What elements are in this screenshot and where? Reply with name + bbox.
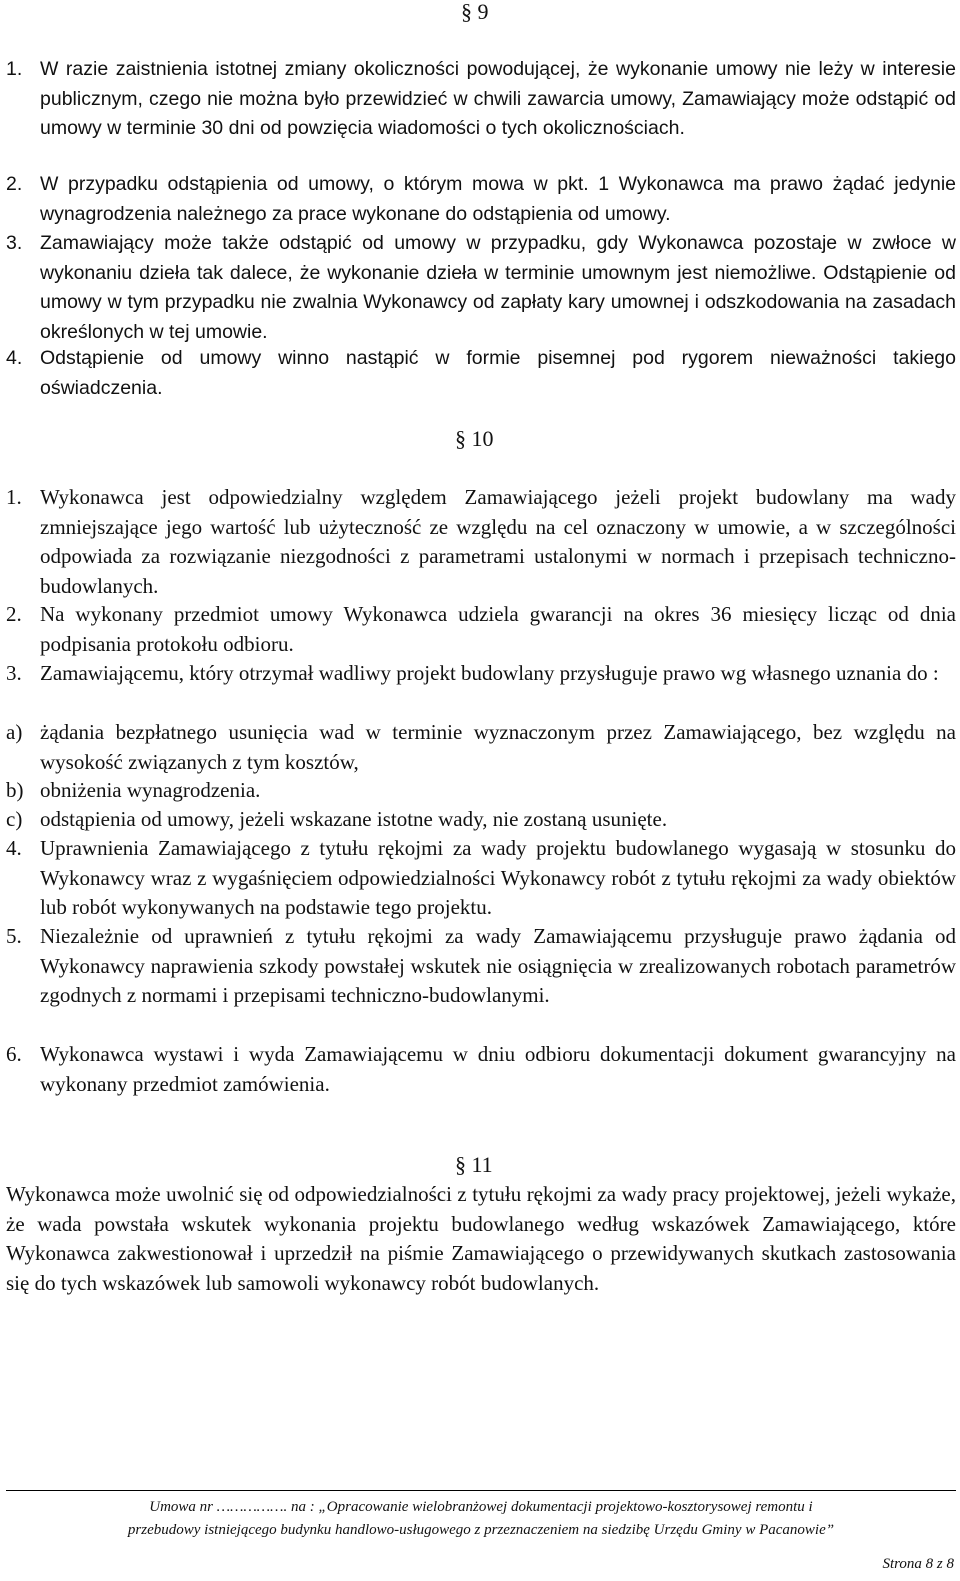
list-item: [6, 922, 956, 1011]
section-heading-11: § 11: [455, 1152, 493, 1177]
list-item: [6, 659, 956, 689]
item-text: Wykonawca jest odpowiedzialny względem Zamawiającego jeżeli projekt budowlany ma wady zmniejszające jego wartość lub użyteczność ze względu na cel oznaczony w umowie, a w szczególności odpowiada za rozwiązanie niezgodności z parametrami ustalonymi w normach i przepisach techniczno-budowlanych.: [40, 485, 956, 598]
list-item: [6, 776, 956, 806]
item-text: W razie zaistnienia istotnej zmiany okoliczności powodującej, że wykonanie umowy nie leży w interesie publicznym, czego nie można było przewidzieć w chwili zawarcia umowy, Zamawiający może odstąpić od umowy w terminie 30 dni od powzięcia wiadomości o tych okolicznościach.: [40, 58, 956, 139]
section-heading-10: § 10: [455, 426, 494, 451]
item-text: żądania bezpłatnego usunięcia wad w terminie wyznaczonym przez Zamawiającego, bez względu na wysokość związanych z tym kosztów,: [40, 720, 956, 774]
item-text: Zamawiającemu, który otrzymał wadliwy projekt budowlany przysługuje prawo wg własnego uznania do :: [40, 661, 939, 685]
list-item: [6, 170, 956, 229]
list-item: [6, 834, 956, 923]
footer-divider: [6, 1490, 956, 1491]
item-text: Niezależnie od uprawnień z tytułu rękojmi za wady Zamawiającemu przysługuje prawo żądania od Wykonawcy naprawienia szkody powstałej wskutek nie osiągnięcia w zrealizowanych robotach parametrów zgodnych z normami i przepisami techniczno-budowlanymi.: [40, 924, 956, 1007]
section-heading-9: § 9: [461, 0, 489, 24]
list-item: [6, 600, 956, 659]
item-number: 2.: [6, 173, 23, 195]
item-text: Na wykonany przedmiot umowy Wykonawca udziela gwarancji na okres 36 miesięcy licząc od dnia podpisania protokołu odbioru.: [40, 602, 956, 656]
item-number: 3.: [6, 661, 22, 685]
item-text: Zamawiający może także odstąpić od umowy w przypadku, gdy Wykonawca pozostaje w zwłoce w wykonaniu dzieła tak dalece, że wykonanie dzieła w terminie umownym jest niemożliwe. Odstąpienie od umowy w tym przypadku nie zwalnia Wykonawcy od zapłaty kary umownej i odszkodowania na zasadach określonych w tej umowie.: [40, 232, 956, 343]
item-text: W przypadku odstąpienia od umowy, o którym mowa w pkt. 1 Wykonawca ma prawo żądać jedynie wynagrodzenia należnego za prace wykonane do odstąpienia od umowy.: [40, 173, 956, 225]
footer-line: Umowa nr ……………. na : „Opracowanie wielobranżowej dokumentacji projektowo-kosztorysowej remontu i: [149, 1499, 813, 1515]
list-item: [6, 1040, 956, 1099]
page-number: Strona 8 z 8: [882, 1556, 954, 1572]
item-number: 1.: [6, 58, 23, 80]
list-item: [6, 344, 956, 403]
list-item: [6, 229, 956, 347]
item-number: 5.: [6, 924, 22, 948]
item-number: 3.: [6, 232, 23, 254]
item-text: odstąpienia od umowy, jeżeli wskazane istotne wady, nie zostaną usunięte.: [40, 807, 668, 831]
item-number: b): [6, 778, 24, 802]
item-number: 1.: [6, 485, 22, 509]
paragraph: Wykonawca może uwolnić się od odpowiedzialności z tytułu rękojmi za wady pracy projektowej, jeżeli wykaże, że wada powstała wskutek wykonania projektu budowlanego według wskazówek Zamawiającego, które Wykonawca zakwestionował i uprzedził na piśmie Zamawiającego o przewidywanych skutkach zastosowania się do tych wskazówek lub samowoli wykonawcy robót budowlanych.: [6, 1182, 956, 1295]
item-text: Uprawnienia Zamawiającego z tytułu rękojmi za wady projektu budowlanego wygasają w stosunku do Wykonawcy wraz z wygaśnięciem odpowiedzialności Wykonawcy robót z tytułu rękojmi za wady obiektów lub robót wykonywanych na podstawie tego projektu.: [40, 836, 956, 919]
item-text: Odstąpienie od umowy winno nastąpić w formie pisemnej pod rygorem nieważności takiego oświadczenia.: [40, 347, 956, 399]
item-number: 6.: [6, 1042, 22, 1066]
item-number: 4.: [6, 836, 22, 860]
item-number: 2.: [6, 602, 22, 626]
item-number: 4.: [6, 347, 23, 369]
item-number: a): [6, 720, 23, 744]
list-item: [6, 718, 956, 777]
item-text: Wykonawca wystawi i wyda Zamawiającemu w dniu odbioru dokumentacji dokument gwarancyjny na wykonany przedmiot zamówienia.: [40, 1042, 956, 1096]
item-text: obniżenia wynagrodzenia.: [40, 778, 261, 802]
item-number: c): [6, 807, 23, 831]
list-item: [6, 483, 956, 601]
list-item: [6, 805, 956, 835]
footer: [6, 1496, 956, 1542]
footer-line: przebudowy istniejącego budynku handlowo-usługowego z przeznaczeniem na siedzibę Urzędu Gminy w Pacanowie”: [127, 1522, 835, 1538]
list-item: [6, 55, 956, 144]
